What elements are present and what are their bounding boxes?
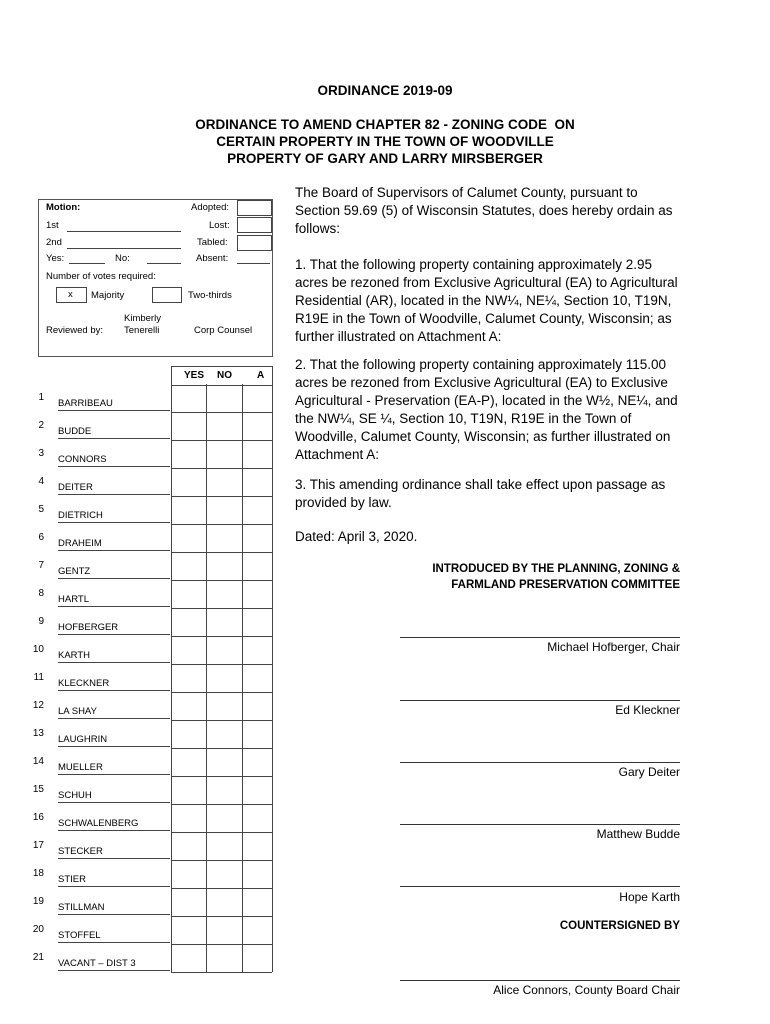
row-number: 17 bbox=[32, 840, 44, 851]
two-thirds-label: Two-thirds bbox=[188, 290, 232, 301]
introduced-by-block bbox=[380, 561, 680, 593]
table-row bbox=[30, 524, 272, 552]
yes-line[interactable] bbox=[69, 263, 105, 264]
tabled-checkbox[interactable] bbox=[237, 235, 272, 251]
row-number: 14 bbox=[32, 756, 44, 767]
reviewer-last-name: Tenerelli bbox=[124, 325, 160, 336]
row-number: 3 bbox=[38, 448, 44, 459]
second-label: 2nd bbox=[46, 237, 62, 248]
ordinance-title-block bbox=[160, 82, 610, 167]
signature-line[interactable] bbox=[400, 762, 680, 763]
table-row bbox=[30, 692, 272, 720]
reviewed-by-label: Reviewed by: bbox=[46, 325, 104, 336]
table-row bbox=[30, 944, 272, 972]
row-number: 19 bbox=[32, 896, 44, 907]
row-number: 11 bbox=[33, 672, 44, 683]
paragraph-3: 3. This amending ordinance shall take effect upon passage as provided by law. bbox=[295, 477, 666, 510]
signature-line[interactable] bbox=[400, 886, 680, 887]
table-row bbox=[30, 776, 272, 804]
row-number: 12 bbox=[32, 700, 44, 711]
signature-line[interactable] bbox=[400, 824, 680, 825]
row-number: 2 bbox=[38, 420, 44, 431]
supervisor-name: LA SHAY bbox=[58, 706, 170, 719]
table-row bbox=[30, 468, 272, 496]
vote-column-line bbox=[171, 384, 172, 972]
vote-column-line bbox=[206, 384, 207, 972]
ordinance-number: ORDINANCE 2019-09 bbox=[317, 83, 453, 98]
row-number: 20 bbox=[32, 924, 44, 935]
row-number: 5 bbox=[38, 504, 44, 515]
intro-paragraph: The Board of Supervisors of Calumet County, pursuant to Section 59.69 (5) of Wisconsin Statutes, does hereby ordain as follows: bbox=[295, 185, 673, 236]
title-line-1: ORDINANCE TO AMEND CHAPTER 82 - ZONING CODE ON bbox=[195, 117, 575, 132]
introduced-line-1: INTRODUCED BY THE PLANNING, ZONING & bbox=[432, 563, 680, 575]
signer-name: Matthew Budde bbox=[596, 827, 680, 841]
col-a-header: A bbox=[257, 370, 265, 381]
countersign-line[interactable] bbox=[400, 980, 680, 981]
two-thirds-checkbox[interactable] bbox=[152, 287, 182, 303]
table-row bbox=[30, 832, 272, 860]
signer-name: Gary Deiter bbox=[618, 765, 680, 779]
majority-mark: x bbox=[68, 289, 73, 300]
reviewer-role: Corp Counsel bbox=[194, 325, 253, 336]
title-line-3: PROPERTY OF GARY AND LARRY MIRSBERGER bbox=[227, 151, 543, 166]
signer-name: Ed Kleckner bbox=[615, 703, 680, 717]
table-row bbox=[30, 804, 272, 832]
supervisor-name: BARRIBEAU bbox=[58, 398, 170, 411]
row-number: 16 bbox=[32, 812, 44, 823]
row-number: 7 bbox=[38, 560, 44, 571]
signer-name: Michael Hofberger, Chair bbox=[547, 640, 680, 654]
introduced-line-2: FARMLAND PRESERVATION COMMITTEE bbox=[451, 579, 680, 591]
vote-column-line bbox=[242, 384, 243, 972]
lost-label: Lost: bbox=[209, 220, 230, 231]
votes-required-label: Number of votes required: bbox=[46, 271, 156, 282]
row-number: 13 bbox=[32, 728, 44, 739]
no-line[interactable] bbox=[147, 263, 181, 264]
vote-grid-line bbox=[171, 972, 272, 973]
supervisor-name: HARTL bbox=[58, 594, 170, 607]
row-number: 9 bbox=[38, 616, 44, 627]
no-label: No: bbox=[115, 253, 130, 264]
supervisor-name: SCHWALENBERG bbox=[58, 818, 170, 831]
row-number: 6 bbox=[38, 532, 44, 543]
signature-line[interactable] bbox=[400, 700, 680, 701]
signature-line[interactable] bbox=[400, 637, 680, 638]
table-row bbox=[30, 720, 272, 748]
countersigner-name: Alice Connors, County Board Chair bbox=[493, 983, 680, 997]
reviewer-first-name: Kimberly bbox=[124, 313, 161, 324]
absent-line[interactable] bbox=[237, 263, 270, 264]
majority-checkbox[interactable] bbox=[56, 287, 87, 303]
supervisor-name: STIER bbox=[58, 874, 170, 887]
motion-label: Motion: bbox=[46, 202, 81, 213]
yes-label: Yes: bbox=[46, 253, 65, 264]
table-row bbox=[30, 664, 272, 692]
table-row bbox=[30, 860, 272, 888]
adopted-label: Adopted: bbox=[191, 202, 230, 213]
col-no-header: NO bbox=[217, 370, 232, 381]
supervisor-name: DEITER bbox=[58, 482, 170, 495]
row-number: 18 bbox=[32, 868, 44, 879]
supervisor-name: CONNORS bbox=[58, 454, 170, 467]
table-row bbox=[30, 636, 272, 664]
supervisor-name: LAUGHRIN bbox=[58, 734, 170, 747]
supervisor-name: VACANT – DIST 3 bbox=[58, 958, 170, 971]
supervisor-name: KLECKNER bbox=[58, 678, 170, 691]
table-row bbox=[30, 552, 272, 580]
signer-name: Hope Karth bbox=[619, 890, 680, 904]
col-yes-header: YES bbox=[184, 370, 205, 381]
supervisor-name: DIETRICH bbox=[58, 510, 170, 523]
countersigned-label: COUNTERSIGNED BY bbox=[559, 920, 680, 932]
table-row bbox=[30, 748, 272, 776]
first-label: 1st bbox=[46, 220, 59, 231]
row-number: 21 bbox=[32, 952, 44, 963]
title-line-2: CERTAIN PROPERTY IN THE TOWN OF WOODVILLE bbox=[216, 134, 554, 149]
supervisor-name: STOFFEL bbox=[58, 930, 170, 943]
supervisor-name: HOFBERGER bbox=[58, 622, 170, 635]
vote-column-line bbox=[272, 384, 273, 972]
supervisor-name: GENTZ bbox=[58, 566, 170, 579]
absent-label: Absent: bbox=[196, 253, 229, 264]
supervisor-name: DRAHEIM bbox=[58, 538, 170, 551]
table-row bbox=[30, 608, 272, 636]
second-line[interactable] bbox=[67, 248, 181, 249]
majority-label: Majority bbox=[91, 290, 125, 301]
row-number: 10 bbox=[32, 644, 44, 655]
row-number: 15 bbox=[32, 784, 44, 795]
table-row bbox=[30, 916, 272, 944]
table-row bbox=[30, 440, 272, 468]
motion-box bbox=[38, 199, 273, 357]
table-row bbox=[30, 412, 272, 440]
supervisor-name: KARTH bbox=[58, 650, 170, 663]
lost-checkbox[interactable] bbox=[237, 217, 272, 233]
row-number: 8 bbox=[38, 588, 44, 599]
table-row bbox=[30, 580, 272, 608]
tabled-label: Tabled: bbox=[197, 237, 228, 248]
paragraph-1: 1. That the following property containing approximately 2.95 acres be rezoned from Exclusive Agricultural (EA) to Agricultural Residential (AR), located in the NW¼, NE¼, Section 10, T19N, R19E in the Town of Woodville, Calumet County, Wisconsin; as further illustrated on Attachment A: bbox=[295, 257, 678, 344]
table-row bbox=[30, 496, 272, 524]
supervisor-name: SCHUH bbox=[58, 790, 170, 803]
supervisor-name: STILLMAN bbox=[58, 902, 170, 915]
adopted-checkbox[interactable] bbox=[237, 200, 272, 216]
row-number: 4 bbox=[38, 476, 44, 487]
row-number: 1 bbox=[38, 392, 44, 403]
table-row bbox=[30, 384, 272, 412]
first-line[interactable] bbox=[67, 231, 181, 232]
supervisor-name: STECKER bbox=[58, 846, 170, 859]
supervisor-name: BUDDE bbox=[58, 426, 170, 439]
dated-line: Dated: April 3, 2020. bbox=[295, 529, 418, 544]
table-row bbox=[30, 888, 272, 916]
supervisor-name: MUELLER bbox=[58, 762, 170, 775]
vote-table-header bbox=[171, 366, 273, 386]
paragraph-2: 2. That the following property containing approximately 115.00 acres be rezoned from Exclusive Agricultural (EA) to Exclusive Agricultural - Preservation (EA-P), located in the W½, NE¼, and the NW¼, SE ¼, Section 10, T19N, R19E in the Town of Woodville, Calumet County, Wisconsin; as further illustrated on Attachment A: bbox=[295, 357, 678, 462]
